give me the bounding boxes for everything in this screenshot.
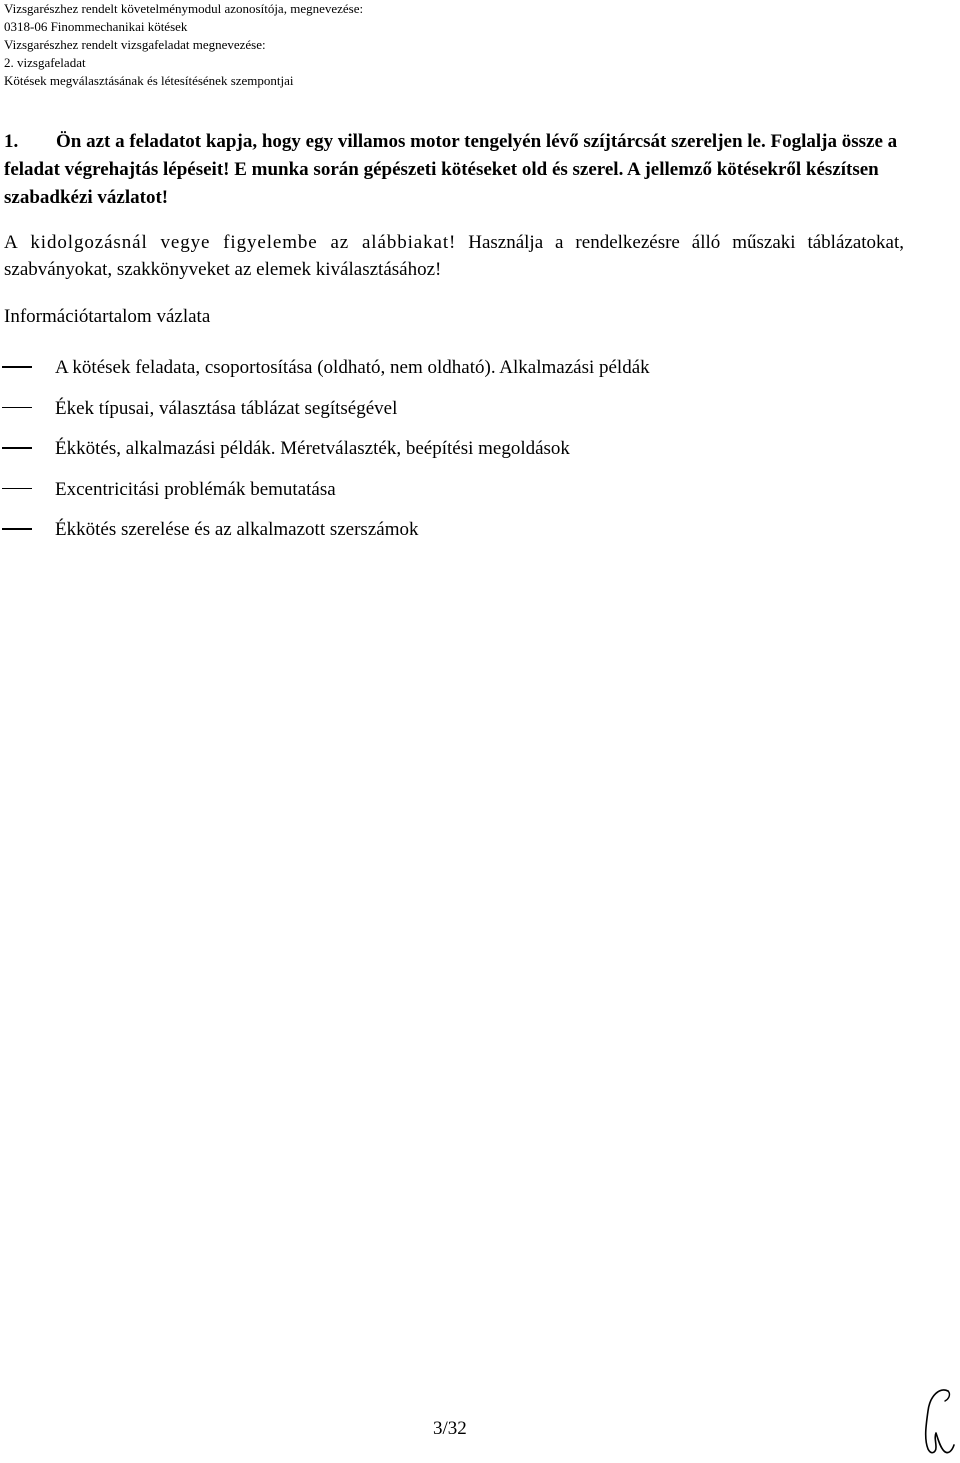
outline-item-text: Excentricitási problémák bemutatása — [55, 478, 336, 500]
dash-bullet-icon — [2, 407, 32, 409]
outline-item — [0, 395, 940, 436]
dash-bullet-icon — [2, 488, 32, 490]
header-module-label: Vizsgarészhez rendelt követelménymodul azonosítója, megnevezése: — [4, 1, 364, 16]
dash-bullet-icon — [2, 366, 32, 368]
outline-item — [0, 435, 940, 476]
outline-title: Információtartalom vázlata — [4, 306, 211, 327]
dash-bullet-icon — [2, 447, 32, 449]
task-text: Ön azt a feladatot kapja, hogy egy villamos motor tengelyén lévő szíjtárcsát szereljen le. Foglalja össze a feladat végrehajtás lépéseit! E munka során gépészeti kötéseket old és szerel. A jellemző kötésekről készítsen szabadkézi vázlatot! — [4, 131, 898, 208]
signature-icon — [918, 1385, 960, 1463]
outline-item-text: Ékkötés, alkalmazási példák. Méretválaszték, beépítési megoldások — [55, 438, 570, 459]
header-topic: Kötések megválasztásának és létesítésének szempontjai — [4, 73, 294, 88]
outline-item-text: A kötések feladata, csoportosítása (oldható, nem oldható). Alkalmazási példák — [55, 357, 650, 378]
instruction-paragraph — [4, 229, 904, 283]
task-statement — [4, 128, 904, 212]
task-number: 1. — [4, 131, 19, 152]
outline-item-text: Ékkötés szerelése és az alkalmazott szerszámok — [55, 519, 419, 540]
header-task-label: Vizsgarészhez rendelt vizsgafeladat megnevezése: — [4, 37, 266, 52]
outline-item — [0, 476, 940, 517]
instruction-lead: A kidolgozásnál vegye figyelembe az alábbiakat! — [4, 232, 457, 253]
outline-item — [0, 516, 940, 557]
outline-item — [0, 354, 940, 395]
outline-item-text: Ékek típusai, választása táblázat segítségével — [55, 397, 398, 419]
instruction-rest: Használja a rendelkezésre álló műszaki táblázatokat, szabványokat, szakkönyveket az elemek kiválasztásához! — [4, 232, 905, 280]
outline-list — [0, 354, 940, 557]
document-header — [4, 0, 363, 90]
header-task-name: 2. vizsgafeladat — [4, 55, 86, 70]
page-number: 3/32 — [433, 1418, 467, 1439]
dash-bullet-icon — [2, 528, 32, 530]
header-module-name: 0318-06 Finommechanikai kötések — [4, 19, 188, 34]
